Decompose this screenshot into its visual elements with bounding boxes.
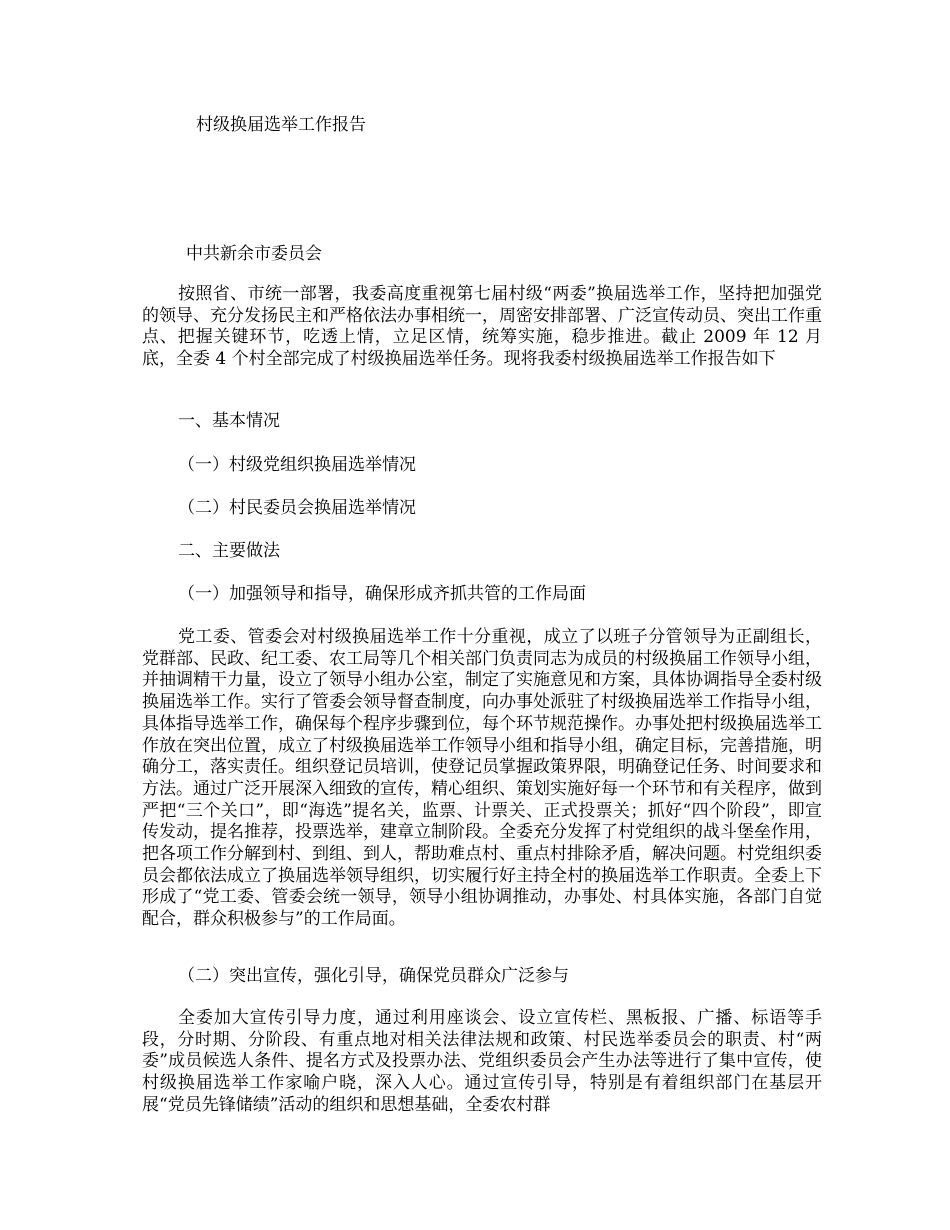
subheading-leadership: （一）加强领导和指导，确保形成齐抓共管的工作局面 [178,584,586,604]
subheading-publicity: （二）突出宣传，强化引导，确保党员群众广泛参与 [178,966,569,986]
section-heading-practices: 二、主要做法 [178,541,280,561]
leadership-paragraph: 党工委、管委会对村级换届选举工作十分重视，成立了以班子分管领导为正副组长，党群部、民政、纪工委、农工局等几个相关部门负责同志为成员的村级换届工作领导小组，并抽调精干力量，设立了领导小组办公室，制定了实施意见和方案，具体协调指导全委村级换届选举工作。实行了管委会领导督查制度，向办事处派驻了村级换届选举工作指导小组，具体指导选举工作，确保每个程序步骤到位，每个环节规范操作。办事处把村级换届选举工作放在突出位置，成立了村级换届选举工作领导小组和指导小组，确定目标，完善措施，明确分工，落实责任。组织登记员培训，使登记员掌握政策界限，明确登记任务、时间要求和方法。通过广泛开展深入细致的宣传，精心组织、策划实施好每一个环节和有关程序，做到严把“三个关口”，即“海选”提名关，监票、计票关、正式投票关；抓好“四个阶段”，即宣传发动，提名推荐，投票选举，建章立制阶段。全委充分发挥了村党组织的战斗堡垒作用，把各项工作分解到村、到组、到人，帮助难点村、重点村排除矛盾，解决问题。村党组织委员会都依法成立了换届选举领导组织，切实履行好主持全村的换届选举工作职责。全委上下形成了“党工委、管委会统一领导，领导小组协调推动，办事处、村具体实施，各部门自觉配合，群众积极参与”的工作局面。 [142,627,822,930]
publicity-paragraph: 全委加大宣传引导力度，通过利用座谈会、设立宣传栏、黑板报、广播、标语等手段，分时期、分阶段、有重点地对相关法律法规和政策、村民选举委员会的职责、村“两委”成员候选人条件、提名方式及投票办法、党组织委员会产生办法等进行了集中宣传，使村级换届选举工作家喻户晓，深入人心。通过宣传引导，特别是有着组织部门在基层开展“党员先锋储绩”活动的组织和思想基础，全委农村群 [142,1008,822,1115]
subheading-villager-committee: （二）村民委员会换届选举情况 [178,498,416,518]
section-heading-basic: 一、基本情况 [178,411,280,431]
issuing-organization: 中共新余市委员会 [186,244,322,264]
intro-paragraph: 按照省、市统一部署，我委高度重视第七届村级“两委”换届选举工作，坚持把加强党的领导、充分发扬民主和严格依法办事相统一，周密安排部署、广泛宣传动员、突出工作重点、把握关键环节，吃透上情，立足区情，统筹实施，稳步推进。截止 2009 年 12 月底，全委 4 个村全部完成了村级换届选举任务。现将我委村级换届选举工作报告如下 [142,284,822,370]
subheading-party-election: （一）村级党组织换届选举情况 [178,455,416,475]
document-title: 村级换届选举工作报告 [196,115,366,135]
